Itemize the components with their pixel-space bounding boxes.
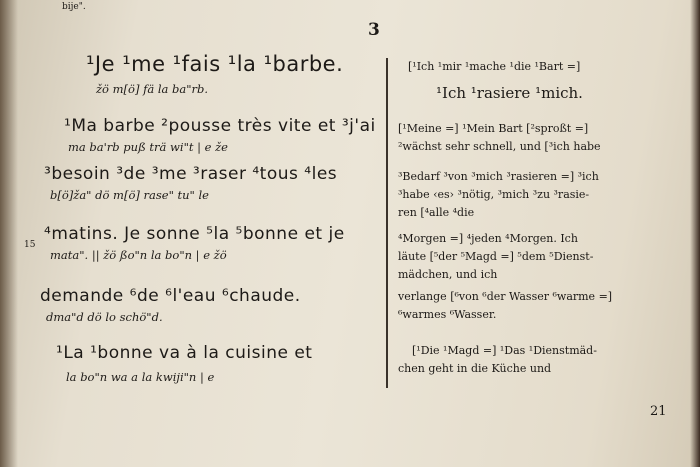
german-line-1: [¹Ich ¹mir ¹mache ¹die ¹Bart =] — [408, 60, 581, 73]
german-line-4: ²wächst sehr schnell, und [³ich habe — [398, 140, 601, 153]
french-line-1: ¹Je ¹me ¹fais ¹la ¹barbe. — [86, 52, 344, 76]
german-line-11: verlange [⁶von ⁶der Wasser ⁶warme =] — [398, 290, 613, 303]
german-line-12: ⁶warmes ⁶Wasser. — [398, 308, 497, 321]
phonetic-line-4: mata". || žö ßo"n la bo"n | e žö — [50, 248, 227, 262]
phonetic-line-1: žö m[ö] fä la ba"rb. — [96, 82, 209, 96]
line-number: 15 — [24, 240, 36, 250]
page-edge-shadow — [690, 0, 700, 467]
german-line-14: chen geht in die Küche und — [398, 362, 552, 375]
phonetic-line-2: ma ba'rb puß trä wi"t | e že — [68, 140, 228, 154]
german-line-6: ³habe ‹es› ³nötig, ³mich ³zu ³rasie- — [398, 188, 590, 201]
german-line-13: [¹Die ¹Magd =] ¹Das ¹Dienstmäd- — [412, 344, 597, 357]
german-line-2: ¹Ich ¹rasiere ¹mich. — [436, 84, 583, 102]
phonetic-line-6: la bo"n wa a la kwiji"n | e — [66, 370, 215, 384]
french-line-4: ⁴matins. Je sonne ⁵la ⁵bonne et je — [44, 224, 345, 244]
french-line-2: ¹Ma barbe ²pousse très vite et ³j'ai — [64, 116, 376, 136]
french-line-5: demande ⁶de ⁶l'eau ⁶chaude. — [40, 286, 301, 306]
german-line-5: ³Bedarf ³von ³mich ³rasieren =] ³ich — [398, 170, 599, 183]
column-divider — [386, 58, 388, 388]
german-line-3: [¹Meine =] ¹Mein Bart [²sproßt =] — [398, 122, 589, 135]
top-fragment: bije". — [62, 2, 86, 12]
phonetic-line-5: dma"d dö lo schö"d. — [46, 310, 163, 324]
binding-shadow — [0, 0, 18, 467]
phonetic-line-3: b[ö]ža" dö m[ö] rase" tu" le — [50, 188, 209, 202]
german-line-10: mädchen, und ich — [398, 268, 498, 281]
german-line-9: läute [⁵der ⁵Magd =] ⁵dem ⁵Dienst- — [398, 250, 594, 263]
lesson-number: 3 — [368, 20, 380, 40]
french-line-6: ¹La ¹bonne va à la cuisine et — [56, 343, 313, 363]
german-line-8: ⁴Morgen =] ⁴jeden ⁴Morgen. Ich — [398, 232, 578, 245]
french-line-3: ³besoin ³de ³me ³raser ⁴tous ⁴les — [44, 164, 338, 184]
page-number: 21 — [650, 404, 667, 419]
german-line-7: ren [⁴alle ⁴die — [398, 206, 475, 219]
